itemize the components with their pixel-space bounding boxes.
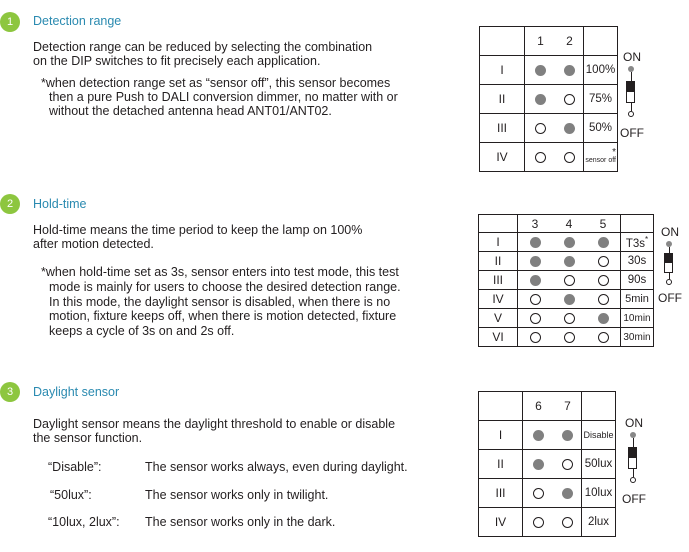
row-label: II — [479, 252, 518, 271]
switch-state-cell — [525, 85, 557, 114]
switch-state-cell — [556, 143, 584, 172]
switch-on-dot — [564, 237, 575, 248]
option-term: “10lux, 2lux”: — [48, 515, 120, 529]
switch-off-dot — [564, 275, 575, 286]
daylight-option-row — [50, 488, 92, 502]
value-cell: 10lux — [582, 479, 616, 508]
paragraph-line: after motion detected. — [33, 237, 154, 251]
switch-on-dot — [598, 313, 609, 324]
footnote-star: * — [645, 234, 649, 244]
switch-off-label: OFF — [622, 492, 646, 506]
detection-range-dip-table — [479, 26, 618, 172]
corner-cell — [479, 392, 523, 421]
switch-state-cell — [518, 252, 553, 271]
switch-body — [664, 253, 673, 273]
switch-knob — [627, 82, 634, 92]
row-label: IV — [480, 143, 525, 172]
row-label: II — [479, 450, 523, 479]
row-label: VI — [479, 328, 518, 347]
switch-lead-line — [633, 469, 634, 477]
paragraph-line: Hold-time means the time period to keep the lamp on 100% — [33, 223, 363, 237]
dip-switch-icon — [651, 225, 689, 307]
option-term: “Disable”: — [48, 460, 102, 474]
section-title: Daylight sensor — [33, 385, 120, 399]
switch-on-label: ON — [625, 416, 643, 430]
switch-on-dot — [533, 459, 544, 470]
switch-state-cell — [554, 508, 582, 537]
value-cell: Disable — [582, 421, 616, 450]
switch-off-dot — [564, 313, 575, 324]
switch-state-cell — [523, 450, 555, 479]
row-label: I — [479, 233, 518, 252]
daylight-option-row — [48, 460, 102, 474]
switch-state-cell — [518, 290, 553, 309]
row-label: I — [479, 421, 523, 450]
value-cell: 90s — [621, 271, 654, 290]
column-header: 1 — [525, 27, 557, 56]
switch-on-dot — [562, 430, 573, 441]
switch-state-cell — [552, 309, 586, 328]
footnote-star: * — [612, 147, 616, 158]
switch-state-cell — [552, 271, 586, 290]
switch-state-cell — [556, 114, 584, 143]
note-line: motion, fixture keeps off, when there is motion detected, fixture — [49, 309, 397, 324]
switch-on-dot — [564, 123, 575, 134]
column-header: 5 — [586, 215, 621, 233]
switch-off-label: OFF — [620, 126, 644, 140]
switch-knob — [629, 448, 636, 458]
switch-state-cell — [525, 114, 557, 143]
switch-off-dot — [598, 256, 609, 267]
switch-on-dot — [530, 237, 541, 248]
note-line: keeps a cycle of 3s on and 2s off. — [49, 324, 235, 339]
switch-off-dot — [564, 94, 575, 105]
switch-state-cell — [518, 233, 553, 252]
row-label: IV — [479, 290, 518, 309]
switch-off-dot — [598, 275, 609, 286]
switch-state-cell — [554, 450, 582, 479]
section-paragraph — [33, 40, 372, 68]
switch-lead-line — [631, 103, 632, 111]
value-cell: 100% — [584, 56, 618, 85]
note-line: *when hold-time set as 3s, sensor enters into test mode, this test — [41, 265, 399, 279]
switch-off-dot — [530, 313, 541, 324]
switch-state-cell — [552, 252, 586, 271]
switch-off-dot — [530, 294, 541, 305]
paragraph-line: on the DIP switches to fit precisely each application. — [33, 54, 321, 68]
section-title: Detection range — [33, 14, 122, 28]
switch-state-cell — [586, 309, 621, 328]
value-header — [621, 215, 654, 233]
switch-state-cell — [525, 56, 557, 85]
note-line: without the detached antenna head ANT01/ANT02. — [49, 104, 332, 118]
column-header: 4 — [552, 215, 586, 233]
switch-state-cell — [554, 479, 582, 508]
switch-off-dot — [564, 152, 575, 163]
section-number-badge: 2 — [0, 194, 20, 214]
section-title: Hold-time — [33, 197, 87, 211]
note-line: then a pure Push to DALI conversion dimmer, no matter with or — [49, 90, 398, 104]
switch-state-cell — [586, 328, 621, 347]
switch-state-cell — [554, 421, 582, 450]
switch-on-dot — [535, 65, 546, 76]
switch-knob — [665, 254, 672, 263]
switch-off-dot — [564, 332, 575, 343]
section-note — [41, 76, 398, 118]
switch-state-cell — [556, 56, 584, 85]
section-number-badge: 1 — [0, 12, 20, 32]
switch-state-cell — [525, 143, 557, 172]
dip-switch-icon — [614, 416, 654, 506]
daylight-sensor-dip-table — [478, 391, 616, 537]
hold-time-dip-table — [478, 214, 654, 347]
paragraph-line: Daylight sensor means the daylight threshold to enable or disable — [33, 417, 396, 431]
column-header: 7 — [554, 392, 582, 421]
switch-on-dot — [530, 256, 541, 267]
section-paragraph — [33, 223, 362, 251]
row-label: III — [479, 479, 523, 508]
value-text: T3s — [625, 237, 646, 250]
switch-state-cell — [586, 252, 621, 271]
row-label: III — [480, 114, 525, 143]
switch-state-cell — [518, 271, 553, 290]
value-cell: 75% — [584, 85, 618, 114]
note-line: In this mode, the daylight sensor is disabled, when there is no — [49, 294, 391, 309]
column-header: 3 — [518, 215, 553, 233]
value-cell: 30s — [621, 252, 654, 271]
paragraph-line: Detection range can be reduced by selecting the combination — [33, 40, 373, 54]
switch-state-cell — [552, 233, 586, 252]
off-position-dot — [628, 111, 634, 117]
switch-state-cell — [518, 309, 553, 328]
dip-switch-icon — [612, 50, 652, 140]
note-line: *when detection range set as “sensor off”, this sensor becomes — [41, 76, 391, 90]
off-position-dot — [666, 279, 672, 285]
switch-off-dot — [530, 332, 541, 343]
switch-state-cell — [586, 233, 621, 252]
switch-off-dot — [562, 459, 573, 470]
value-cell: 50% — [584, 114, 618, 143]
switch-on-dot — [564, 256, 575, 267]
switch-state-cell — [552, 290, 586, 309]
row-label: V — [479, 309, 518, 328]
sensor-off-label: sensor off — [585, 157, 616, 164]
value-cell: 2lux — [582, 508, 616, 537]
daylight-option-desc: The sensor works always, even during daylight. — [145, 460, 408, 474]
corner-cell — [479, 215, 518, 233]
switch-on-dot — [535, 94, 546, 105]
switch-off-dot — [562, 517, 573, 528]
switch-on-label: ON — [661, 225, 679, 239]
section-note — [41, 265, 401, 339]
switch-off-dot — [535, 152, 546, 163]
switch-state-cell — [552, 328, 586, 347]
switch-on-dot — [564, 65, 575, 76]
option-term: “50lux”: — [50, 488, 92, 502]
daylight-option-row — [48, 515, 120, 529]
daylight-option-desc: The sensor works only in twilight. — [145, 488, 329, 502]
value-cell — [621, 233, 654, 252]
switch-off-label: OFF — [658, 291, 682, 305]
off-position-dot — [630, 477, 636, 483]
row-label: IV — [479, 508, 523, 537]
section-paragraph — [33, 417, 395, 445]
switch-on-dot — [533, 430, 544, 441]
column-header: 2 — [556, 27, 584, 56]
value-cell: 50lux — [582, 450, 616, 479]
switch-state-cell — [556, 85, 584, 114]
switch-body — [626, 81, 635, 103]
value-cell: 10min — [621, 309, 654, 328]
switch-state-cell — [586, 271, 621, 290]
note-line: mode is mainly for users to choose the desired detection range. — [49, 279, 401, 294]
switch-state-cell — [523, 508, 555, 537]
switch-on-dot — [564, 294, 575, 305]
row-label: III — [479, 271, 518, 290]
value-cell: 30min — [621, 328, 654, 347]
row-label: I — [480, 56, 525, 85]
switch-state-cell — [523, 421, 555, 450]
value-header — [582, 392, 616, 421]
value-cell: 5min — [621, 290, 654, 309]
switch-off-dot — [598, 294, 609, 305]
row-label: II — [480, 85, 525, 114]
switch-off-dot — [533, 517, 544, 528]
daylight-option-desc: The sensor works only in the dark. — [145, 515, 336, 529]
corner-cell — [480, 27, 525, 56]
switch-on-dot — [530, 275, 541, 286]
switch-off-dot — [598, 332, 609, 343]
switch-state-cell — [586, 290, 621, 309]
column-header: 6 — [523, 392, 555, 421]
switch-body — [628, 447, 637, 469]
section-number-badge: 3 — [0, 382, 20, 402]
switch-off-dot — [535, 123, 546, 134]
switch-state-cell — [523, 479, 555, 508]
switch-state-cell — [518, 328, 553, 347]
switch-on-label: ON — [623, 50, 641, 64]
paragraph-line: the sensor function. — [33, 431, 143, 445]
switch-off-dot — [533, 488, 544, 499]
switch-on-dot — [562, 488, 573, 499]
switch-on-dot — [598, 237, 609, 248]
value-cell — [584, 143, 618, 172]
